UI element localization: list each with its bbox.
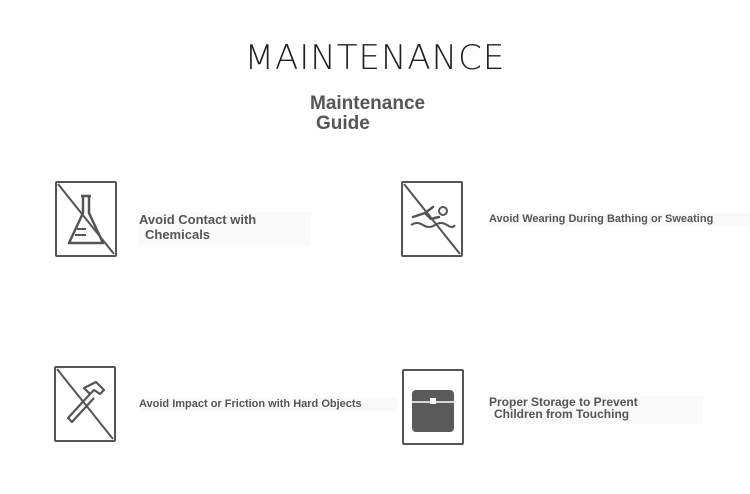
item-chemicals-label <box>139 212 311 245</box>
item-storage-line-1: Proper Storage to Prevent <box>489 395 638 409</box>
item-impact-label <box>139 398 397 411</box>
no-chemicals-flask-icon <box>55 181 117 257</box>
item-chemicals-line-1: Avoid Contact with <box>139 212 257 227</box>
subtitle-line-2: Guide <box>316 113 370 134</box>
item-chemicals-line-2: Chemicals <box>145 227 211 242</box>
page-subtitle <box>310 94 425 134</box>
item-storage-line-2: Children from Touching <box>494 407 630 421</box>
storage-box-icon <box>402 369 464 445</box>
item-bathing-label <box>489 213 750 226</box>
item-storage-label <box>489 396 703 424</box>
item-bathing-line-1: Avoid Wearing During Bathing or Sweating <box>489 213 714 225</box>
no-hammer-icon <box>54 366 116 442</box>
no-swimming-icon <box>401 181 463 257</box>
page-title: MAINTENANCE <box>244 38 506 78</box>
subtitle-line-1: Maintenance <box>310 93 426 114</box>
item-impact-line-1: Avoid Impact or Friction with Hard Objects <box>139 398 362 410</box>
